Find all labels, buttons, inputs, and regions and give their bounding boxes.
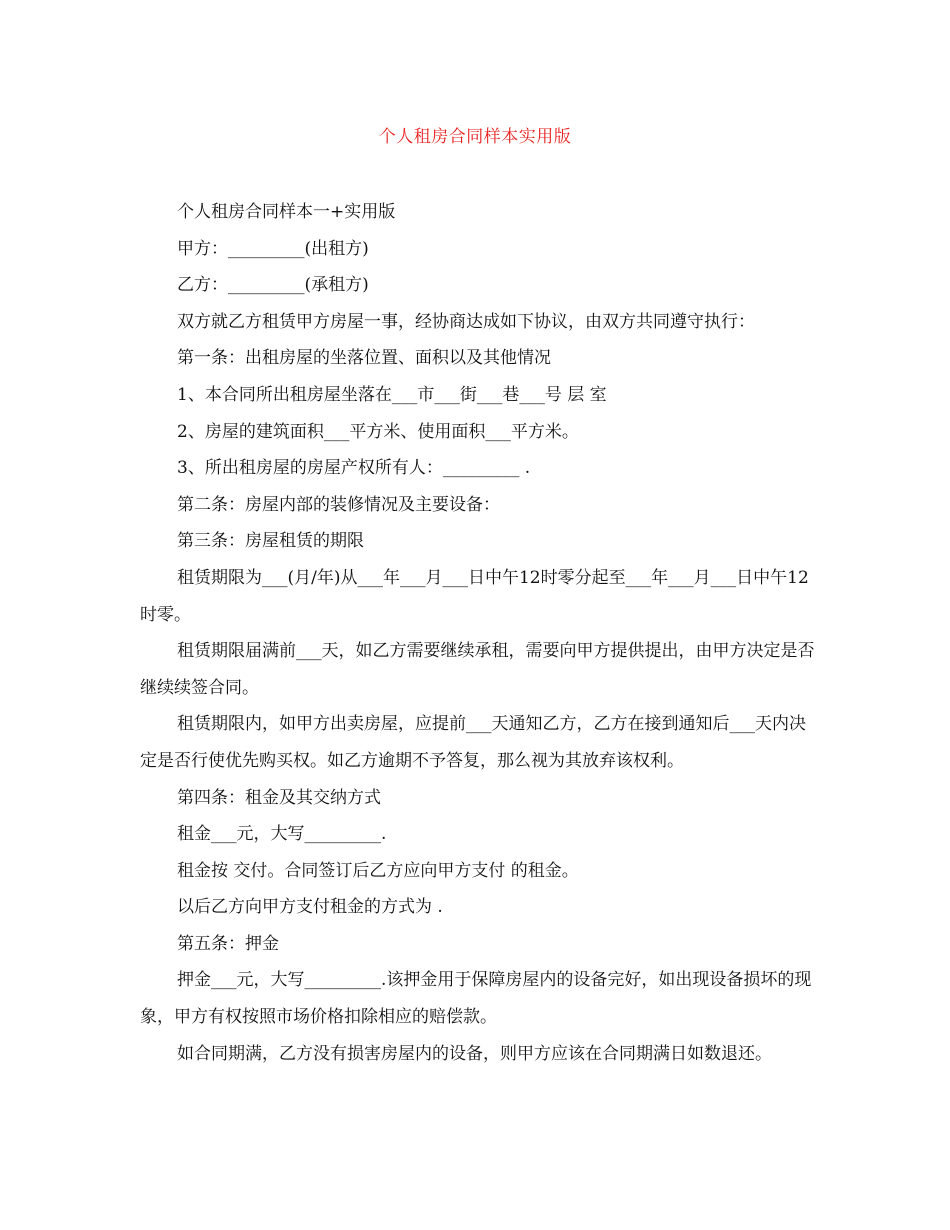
clause-3-sale: 租赁期限内，如甲方出卖房屋，应提前___天通知乙方，乙方在接到通知后___天内决定是否行使优先购买权。如乙方逾期不予答复，那么视为其放弃该权利。 — [140, 714, 806, 771]
section-heading-2: 第二条：房屋内部的装修情况及主要设备： — [177, 494, 500, 515]
document-body — [140, 194, 820, 1072]
clause-5-deposit: 押金___元，大写_________.该押金用于保障房屋内的设备完好，如出现设备损坏的现象，甲方有权按照市场价格扣除相应的赔偿款。 — [140, 970, 812, 1028]
clause-3-renewal: 租赁期限届满前___天，如乙方需要继续承租，需要向甲方提供提出，由甲方决定是否继续续签合同。 — [140, 641, 815, 698]
paragraph-party-b: 乙方：_________(承租方) — [177, 275, 369, 296]
section-heading-1: 第一条：出租房屋的坐落位置、面积以及其他情况 — [177, 348, 551, 369]
clause-4-method: 以后乙方向甲方支付租金的方式为 . — [177, 897, 443, 918]
section-heading-4: 第四条：租金及其交纳方式 — [177, 787, 381, 808]
section-heading-3: 第三条：房屋租赁的期限 — [177, 531, 364, 552]
clause-5-refund: 如合同期满，乙方没有损害房屋内的设备，则甲方应该在合同期满日如数退还。 — [177, 1043, 772, 1064]
clause-4-rent: 租金___元，大写_________. — [177, 824, 387, 845]
paragraph-party-a: 甲方：_________(出租方) — [177, 238, 369, 259]
clause-1-3: 3、所出租房屋的房屋产权所有人：_________ . — [177, 458, 531, 479]
section-heading-5: 第五条：押金 — [177, 933, 279, 954]
clause-3-term: 租赁期限为___(月/年)从___年___月___日中午12时零分起至___年___月___日中午12时零。 — [140, 567, 809, 625]
document-title: 个人租房合同样本实用版 — [378, 127, 572, 147]
paragraph-subtitle: 个人租房合同样本一+实用版 — [177, 202, 396, 222]
paragraph-agreement-intro: 双方就乙方租赁甲方房屋一事，经协商达成如下协议，由双方共同遵守执行： — [177, 311, 755, 332]
clause-1-1: 1、本合同所出租房屋坐落在___市___街___巷___号 层 室 — [177, 384, 607, 405]
clause-1-2: 2、房屋的建筑面积___平方米、使用面积___平方米。 — [177, 421, 579, 442]
clause-4-payment: 租金按 交付。合同签订后乙方应向甲方支付 的租金。 — [177, 860, 579, 881]
